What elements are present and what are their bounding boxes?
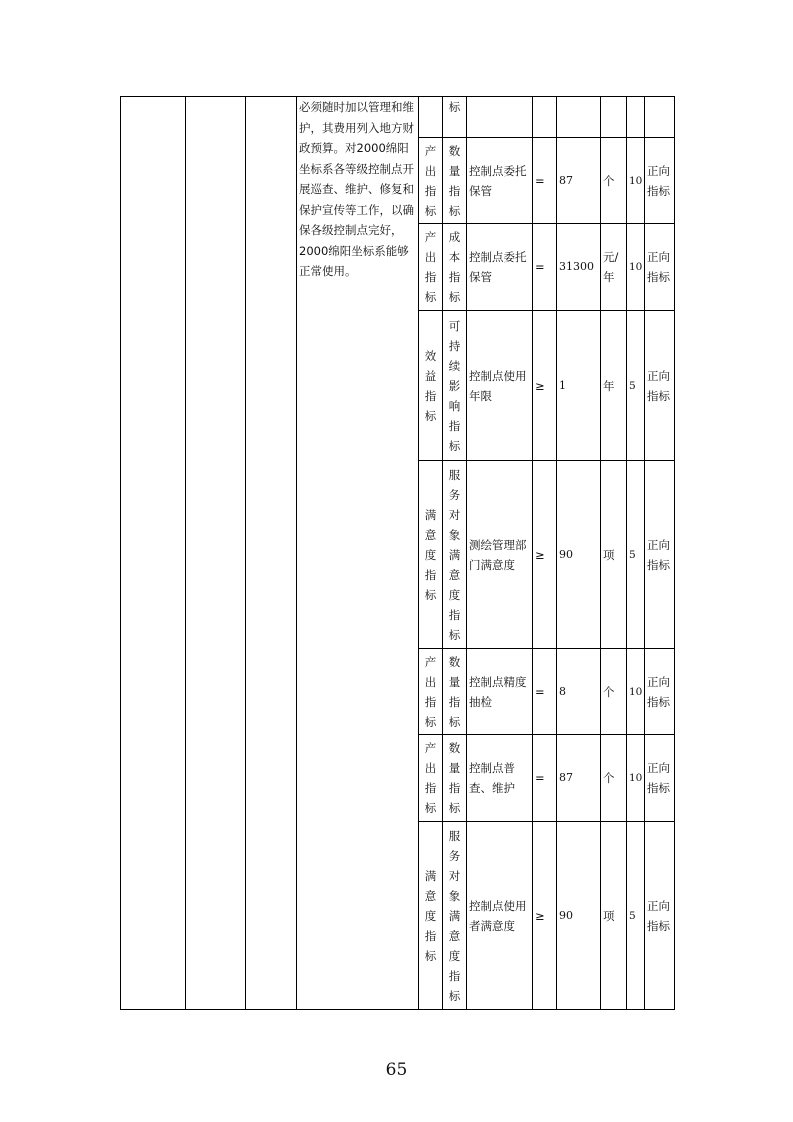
empty-column-1 <box>120 96 186 1010</box>
row-2-op: = <box>535 260 545 274</box>
row-2-l1: 产出指标 <box>424 230 437 304</box>
row-7-unit: 项 <box>603 908 615 923</box>
empty-column-3 <box>246 96 297 1010</box>
row-2-value-cell <box>557 224 601 311</box>
top-partial-l2 <box>443 96 467 138</box>
row-5-value-cell <box>557 649 601 735</box>
row-1-unit: 个 <box>603 173 615 188</box>
row-4-unit-cell <box>601 461 627 649</box>
row-7-l2-cell <box>443 822 467 1010</box>
row-4-direction: 正向指标 <box>647 537 670 572</box>
row-3-l1: 效益指标 <box>424 348 437 423</box>
row-7-unit-cell <box>601 822 627 1010</box>
row-5-l2: 数量指标 <box>448 654 461 729</box>
row-7-direction: 正向指标 <box>647 898 670 933</box>
row-2-l2: 成本指标 <box>448 230 461 304</box>
row-4-name: 测绘管理部门满意度 <box>469 537 527 572</box>
row-3-op: ≥ <box>535 378 545 393</box>
row-6-unit: 个 <box>603 771 615 785</box>
row-6-weight: 10 <box>629 772 643 784</box>
project-description <box>297 96 419 1010</box>
row-4-l1-cell <box>419 461 443 649</box>
row-5-l2-cell <box>443 649 467 735</box>
row-2-l2-cell <box>443 224 467 311</box>
row-7-value-cell <box>557 822 601 1010</box>
row-1-weight-cell <box>627 138 645 224</box>
row-2-l1-cell <box>419 224 443 311</box>
row-6-weight-cell <box>627 735 645 822</box>
row-3-op-cell <box>533 311 557 461</box>
row-2-direction: 正向指标 <box>647 250 670 284</box>
row-4-name-cell <box>467 461 533 649</box>
row-1-l1: 产出指标 <box>424 143 437 218</box>
row-2-name: 控制点委托保管 <box>469 250 527 284</box>
row-5-unit-cell <box>601 649 627 735</box>
row-7-name: 控制点使用者满意度 <box>469 898 527 933</box>
row-3-unit-cell <box>601 311 627 461</box>
row-5-name-cell <box>467 649 533 735</box>
row-2-value: 31300 <box>559 260 594 273</box>
row-5-l1: 产出指标 <box>424 654 437 729</box>
row-4-direction-cell <box>645 461 675 649</box>
row-5-l1-cell <box>419 649 443 735</box>
row-7-op: ≥ <box>535 908 545 923</box>
row-3-l2-cell <box>443 311 467 461</box>
row-6-l2: 数量指标 <box>448 741 461 815</box>
row-2-direction-cell <box>645 224 675 311</box>
row-3-weight-cell <box>627 311 645 461</box>
row-4-value-cell <box>557 461 601 649</box>
row-3-direction-cell <box>645 311 675 461</box>
row-5-op: = <box>535 684 545 699</box>
row-5-weight-cell <box>627 649 645 735</box>
top-partial-op <box>533 96 557 138</box>
row-3-direction: 正向指标 <box>647 368 670 403</box>
top-partial-l1 <box>419 96 443 138</box>
row-7-op-cell <box>533 822 557 1010</box>
row-1-unit-cell <box>601 138 627 224</box>
row-1-weight: 10 <box>629 174 643 187</box>
row-6-unit-cell <box>601 735 627 822</box>
row-7-weight-cell <box>627 822 645 1010</box>
row-5-direction-cell <box>645 649 675 735</box>
row-1-value: 87 <box>559 173 573 187</box>
row-5-weight: 10 <box>629 685 643 698</box>
row-5-unit: 个 <box>603 684 615 699</box>
row-2-unit: 元/年 <box>603 250 619 284</box>
row-4-op: ≥ <box>535 547 545 562</box>
row-3-weight: 5 <box>629 379 636 392</box>
row-1-value-cell <box>557 138 601 224</box>
row-1-l1-cell <box>419 138 443 224</box>
row-4-l2: 服务对象满意度指标 <box>448 467 461 642</box>
row-4-l1: 满意度指标 <box>424 507 437 602</box>
page-number: 65 <box>385 1060 408 1080</box>
row-3-l2: 可持续影响指标 <box>448 318 461 453</box>
empty-column-2 <box>186 96 246 1010</box>
row-7-l1: 满意度指标 <box>424 868 437 963</box>
row-1-l2-cell <box>443 138 467 224</box>
row-2-op-cell <box>533 224 557 311</box>
row-4-op-cell <box>533 461 557 649</box>
row-7-weight: 5 <box>629 909 636 922</box>
row-3-name: 控制点使用年限 <box>469 368 527 403</box>
row-4-weight: 5 <box>629 548 636 561</box>
row-7-name-cell <box>467 822 533 1010</box>
row-6-direction: 正向指标 <box>647 761 670 795</box>
row-7-l2: 服务对象满意度指标 <box>448 828 461 1003</box>
row-1-name: 控制点委托保管 <box>469 163 527 198</box>
row-4-value: 90 <box>559 547 573 561</box>
row-7-direction-cell <box>645 822 675 1010</box>
row-6-op-cell <box>533 735 557 822</box>
top-partial-name <box>467 96 533 138</box>
row-6-l1: 产出指标 <box>424 741 437 815</box>
row-2-weight-cell <box>627 224 645 311</box>
row-3-unit: 年 <box>603 378 615 393</box>
row-5-op-cell <box>533 649 557 735</box>
row-3-l1-cell <box>419 311 443 461</box>
top-partial-l2-text: 标 <box>448 100 461 114</box>
row-3-name-cell <box>467 311 533 461</box>
row-1-l2: 数量指标 <box>448 143 461 218</box>
top-partial-weight <box>627 96 645 138</box>
row-3-value: 1 <box>559 378 566 392</box>
row-2-name-cell <box>467 224 533 311</box>
project-description-text: 必须随时加以管理和维护，其费用列入地方财政预算。对2000绵阳坐标系各等级控制点开展巡查、维护、修复和保护宣传等工作，以确保各级控制点完好，2000绵阳坐标系能够正常使用。 <box>299 100 414 278</box>
row-1-direction-cell <box>645 138 675 224</box>
row-5-direction: 正向指标 <box>647 674 670 709</box>
row-4-l2-cell <box>443 461 467 649</box>
row-5-value: 8 <box>559 684 566 698</box>
row-3-value-cell <box>557 311 601 461</box>
row-6-direction-cell <box>645 735 675 822</box>
row-1-direction: 正向指标 <box>647 163 670 198</box>
row-4-weight-cell <box>627 461 645 649</box>
row-1-op: = <box>535 173 545 188</box>
row-6-name: 控制点普查、维护 <box>469 761 515 795</box>
top-partial-unit <box>601 96 627 138</box>
top-partial-direction <box>645 96 675 138</box>
row-1-name-cell <box>467 138 533 224</box>
row-6-l2-cell <box>443 735 467 822</box>
row-7-value: 90 <box>559 908 573 922</box>
row-6-l1-cell <box>419 735 443 822</box>
row-6-value-cell <box>557 735 601 822</box>
row-2-unit-cell <box>601 224 627 311</box>
row-1-op-cell <box>533 138 557 224</box>
row-7-l1-cell <box>419 822 443 1010</box>
row-2-weight: 10 <box>629 261 643 273</box>
row-5-name: 控制点精度抽检 <box>469 674 527 709</box>
row-6-op: = <box>535 771 545 785</box>
row-4-unit: 项 <box>603 547 615 562</box>
row-6-name-cell <box>467 735 533 822</box>
top-partial-value <box>557 96 601 138</box>
row-6-value: 87 <box>559 771 573 784</box>
